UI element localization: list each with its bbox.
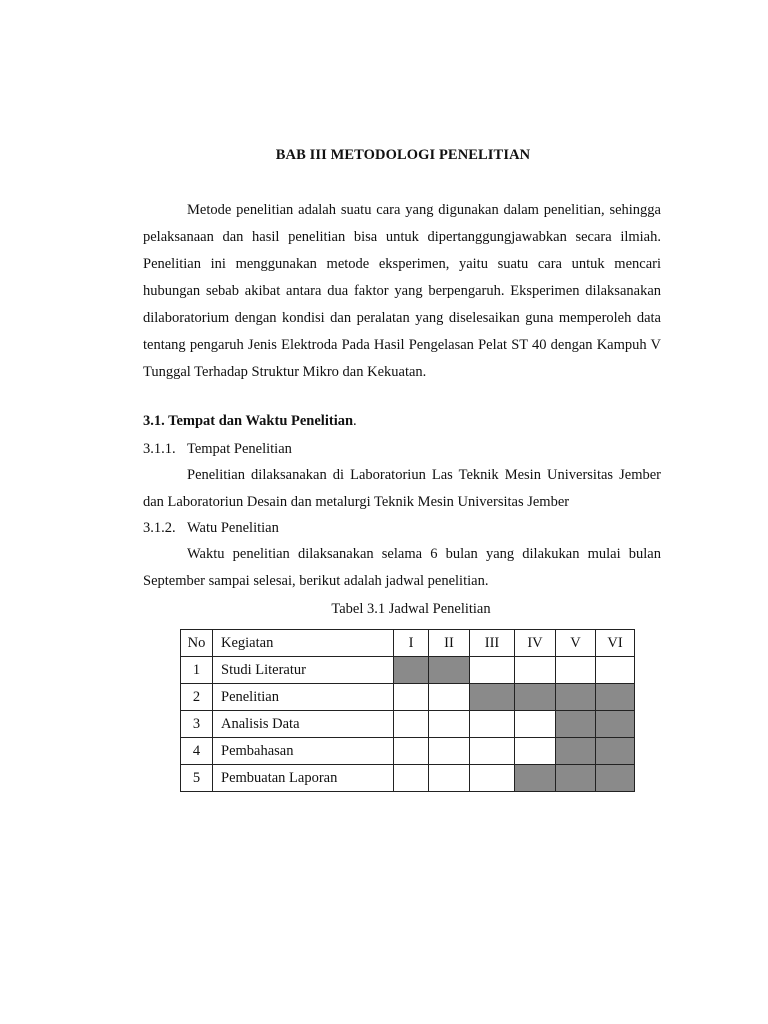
row-activity: Penelitian xyxy=(213,684,394,711)
month-cell xyxy=(515,738,556,765)
month-cell xyxy=(515,684,556,711)
month-cell xyxy=(470,684,515,711)
row-number: 5 xyxy=(181,765,213,792)
time-paragraph: Waktu penelitian dilaksanakan selama 6 bulan yang dilakukan mulai bulan September sampai selesai, berikut adalah jadwal penelitian. xyxy=(143,546,661,589)
header-month: IV xyxy=(515,630,556,657)
month-cell xyxy=(515,765,556,792)
header-no: No xyxy=(181,630,213,657)
row-number: 3 xyxy=(181,711,213,738)
table-row xyxy=(181,657,635,684)
header-month: VI xyxy=(596,630,635,657)
schedule-table xyxy=(180,629,635,792)
month-cell xyxy=(394,711,429,738)
month-cell xyxy=(515,657,556,684)
month-cell xyxy=(394,684,429,711)
subsection-heading-time xyxy=(143,520,279,537)
table-row xyxy=(181,711,635,738)
month-cell xyxy=(394,738,429,765)
month-cell xyxy=(596,738,635,765)
section-heading-text: 3.1. Tempat dan Waktu Penelitian xyxy=(143,413,354,429)
month-cell xyxy=(429,738,470,765)
month-cell xyxy=(429,684,470,711)
header-month: III xyxy=(470,630,515,657)
month-cell xyxy=(596,657,635,684)
month-cell xyxy=(470,738,515,765)
row-activity: Studi Literatur xyxy=(213,657,394,684)
month-cell xyxy=(596,684,635,711)
month-cell xyxy=(556,684,596,711)
subsection-number: 3.1.2. xyxy=(143,520,176,536)
chapter-title: BAB III METODOLOGI PENELITIAN xyxy=(275,147,531,163)
month-cell xyxy=(429,711,470,738)
row-number: 2 xyxy=(181,684,213,711)
subsection-title: Watu Penelitian xyxy=(187,520,279,536)
header-month: I xyxy=(394,630,429,657)
month-cell xyxy=(556,765,596,792)
month-cell xyxy=(470,711,515,738)
subsection-number: 3.1.1. xyxy=(143,441,176,457)
month-cell xyxy=(515,711,556,738)
month-cell xyxy=(394,657,429,684)
month-cell xyxy=(429,765,470,792)
table-row xyxy=(181,684,635,711)
table-caption: Tabel 3.1 Jadwal Penelitian xyxy=(331,601,491,617)
location-paragraph: Penelitian dilaksanakan di Laboratoriun Las Teknik Mesin Universitas Jember dan Laboratoriun Desain dan metalurgi Teknik Mesin Universitas Jember xyxy=(143,467,661,510)
month-cell xyxy=(556,711,596,738)
month-cell xyxy=(596,765,635,792)
row-number: 4 xyxy=(181,738,213,765)
row-activity: Analisis Data xyxy=(213,711,394,738)
month-cell xyxy=(470,657,515,684)
month-cell xyxy=(596,711,635,738)
header-month: V xyxy=(556,630,596,657)
month-cell xyxy=(556,657,596,684)
table-row xyxy=(181,765,635,792)
row-activity: Pembuatan Laporan xyxy=(213,765,394,792)
header-month: II xyxy=(429,630,470,657)
row-activity: Pembahasan xyxy=(213,738,394,765)
table-row xyxy=(181,738,635,765)
subsection-title: Tempat Penelitian xyxy=(187,441,292,457)
table-header-row xyxy=(181,630,635,657)
header-activity: Kegiatan xyxy=(213,630,394,657)
subsection-heading-location xyxy=(143,441,292,458)
month-cell xyxy=(429,657,470,684)
intro-paragraph: Metode penelitian adalah suatu cara yang digunakan dalam penelitian, sehingga pelaksanaan dan hasil penelitian bisa untuk dipertanggungjawabkan secara ilmiah. Penelitian ini menggunakan metode eksperimen, yaitu suatu cara untuk mencari hubungan sebab akibat antara dua faktor yang berpengaruh. Eksperimen dilaksanakan dilaboratorium dengan kondisi dan peralatan yang diselesaikan guna memperoleh data tentang pengaruh Jenis Elektroda Pada Hasil Pengelasan Pelat ST 40 dengan Kampuh V Tunggal Terhadap Struktur Mikro dan Kekuatan. xyxy=(143,202,661,380)
month-cell xyxy=(556,738,596,765)
month-cell xyxy=(470,765,515,792)
section-heading-suffix: . xyxy=(353,413,357,429)
row-number: 1 xyxy=(181,657,213,684)
section-heading xyxy=(143,413,357,430)
month-cell xyxy=(394,765,429,792)
